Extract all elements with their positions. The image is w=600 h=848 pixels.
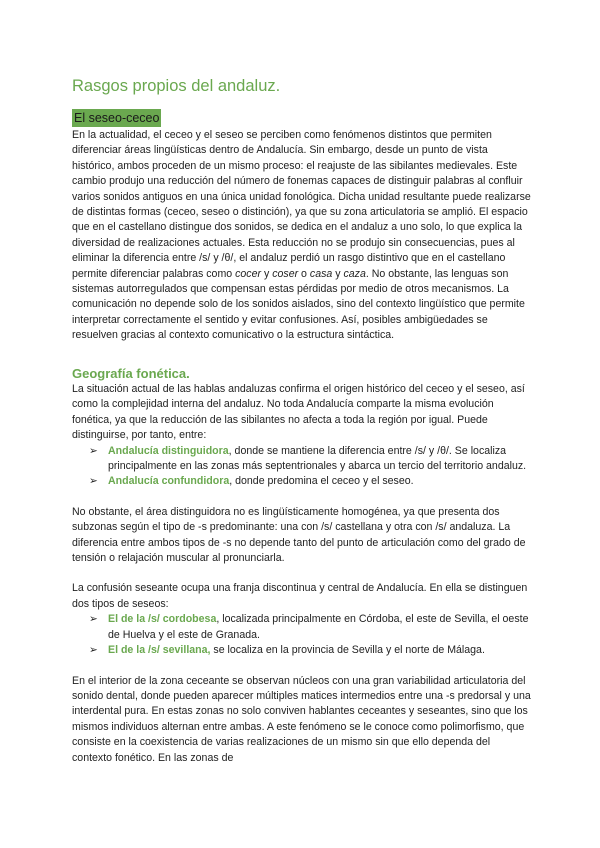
document-title: Rasgos propios del andaluz. xyxy=(72,77,281,95)
bullet-list-seseos xyxy=(72,612,532,658)
arrow-bullet-icon: ➢ xyxy=(89,644,98,657)
example-word: cocer xyxy=(235,267,262,280)
paragraph-seseo-ceceo: En la actualidad, el ceceo y el seseo se perciben como fenómenos distintos que permiten diferenciar áreas lingüísticas dentro de Andalucía. Sin embargo, desde un punto de vista histórico, ambos proceden de un mismo proceso: el reajuste de las sibilantes medievales. Este cambio produjo una reducción del número de fonemas capaces de distinguir palabras al confluir varios sonidos antiguos en una única unidad fonológica. Dicha unidad resultante puede realizarse de distintas formas (ceceo, seseo o distinción), ya que su zona articulatoria se amplió. El espacio que en el castellano distingue dos sonidos, se dedica en el andaluz a uno solo, lo que explica la diversidad de realizaciones actuales. Esta reducción no se produjo sin consecuencias, pues al eliminar la diferencia entre /s/ y /θ/, el andaluz perdió un rasgo distintivo que en el castellano permite diferenciar palabras como cocer y coser o casa y caza. No obstante, las lenguas son sistemas autorregulados que compensan estas pérdidas por medio de otros mecanismos. La comunicación no depende solo de los sonidos aislados, sino del contexto lingüístico que permite interpretar correctamente el sentido y evitar confusiones. Así, posibles ambigüedades se resuelven gracias al contexto comunicativo o la estructura sintáctica. xyxy=(72,129,531,342)
list-item: ➢ El de la /s/ sevillana, se localiza en la provincia de Sevilla y el norte de Málaga. xyxy=(72,643,532,658)
list-item: ➢ Andalucía distinguidora, donde se mantiene la diferencia entre /s/ y /θ/. Se localiza principalmente en las zonas más septentrionales y abarca un tercio del territorio andaluz. xyxy=(89,444,527,473)
term-highlight: El de la /s/ sevillana, xyxy=(108,644,211,657)
paragraph-situacion-actual: La situación actual de las hablas andaluzas confirma el origen histórico del ceceo y el seseo, así como la complejidad interna del andaluz. No toda Andalucía comparte la misma evolución fonética, ya que la reducción de las sibilantes no afecta a toda la región por igual. Puede distinguirse, por tanto, entre: xyxy=(72,383,525,442)
paragraph-confusion-seseante: La confusión seseante ocupa una franja discontinua y central de Andalucía. En ella se distinguen dos tipos de seseos: xyxy=(72,582,528,610)
example-word: caza xyxy=(343,267,366,280)
list-item: ➢ El de la /s/ cordobesa, localizada principalmente en Córdoba, el este de Sevilla, el oeste de Huelva y el este de Granada. xyxy=(89,613,529,641)
section-heading-seseo-ceceo: El seseo-ceceo xyxy=(74,111,160,125)
arrow-bullet-icon: ➢ xyxy=(89,475,98,488)
term-highlight: El de la /s/ cordobesa xyxy=(108,613,217,626)
paragraph-zona-ceceante: En el interior de la zona ceceante se observan núcleos con una gran variabilidad articulatoria del sonido dental, donde pueden aparecer múltiples matices intermedios entre una -s predorsal y una interdental pura. En estas zonas no solo conviven hablantes ceceantes y seseantes, sino que los mismos individuos alternan entre ambas. A este fenómeno se le conoce como polimorfismo, que consiste en la coexistencia de varias realizaciones de un mismo sin que ello dependa del contexto fonético. En las zonas de xyxy=(72,674,531,764)
arrow-bullet-icon: ➢ xyxy=(89,444,98,457)
arrow-bullet-icon: ➢ xyxy=(89,613,98,626)
list-item: ➢ Andalucía confundidora, donde predomina el ceceo y el seseo. xyxy=(72,474,532,489)
example-word: casa xyxy=(309,267,333,280)
bullet-list-areas xyxy=(72,444,532,490)
term-highlight: Andalucía confundidora xyxy=(108,475,230,488)
paragraph-area-distinguidora: No obstante, el área distinguidora no es lingüísticamente homogénea, ya que presenta dos subzonas según el tipo de -s predominante: una con /s/ castellana y otra con /s/ andaluza. La diferencia entre ambos tipos de -s no depende tanto del punto de articulación como del grado de tensión o relajación muscular al pronunciarla. xyxy=(72,505,526,565)
section-geografia-body xyxy=(72,382,532,766)
example-word: coser xyxy=(272,267,299,280)
section-heading-geografia: Geografía fonética. xyxy=(72,366,190,381)
term-highlight: Andalucía distinguidora xyxy=(108,444,229,457)
